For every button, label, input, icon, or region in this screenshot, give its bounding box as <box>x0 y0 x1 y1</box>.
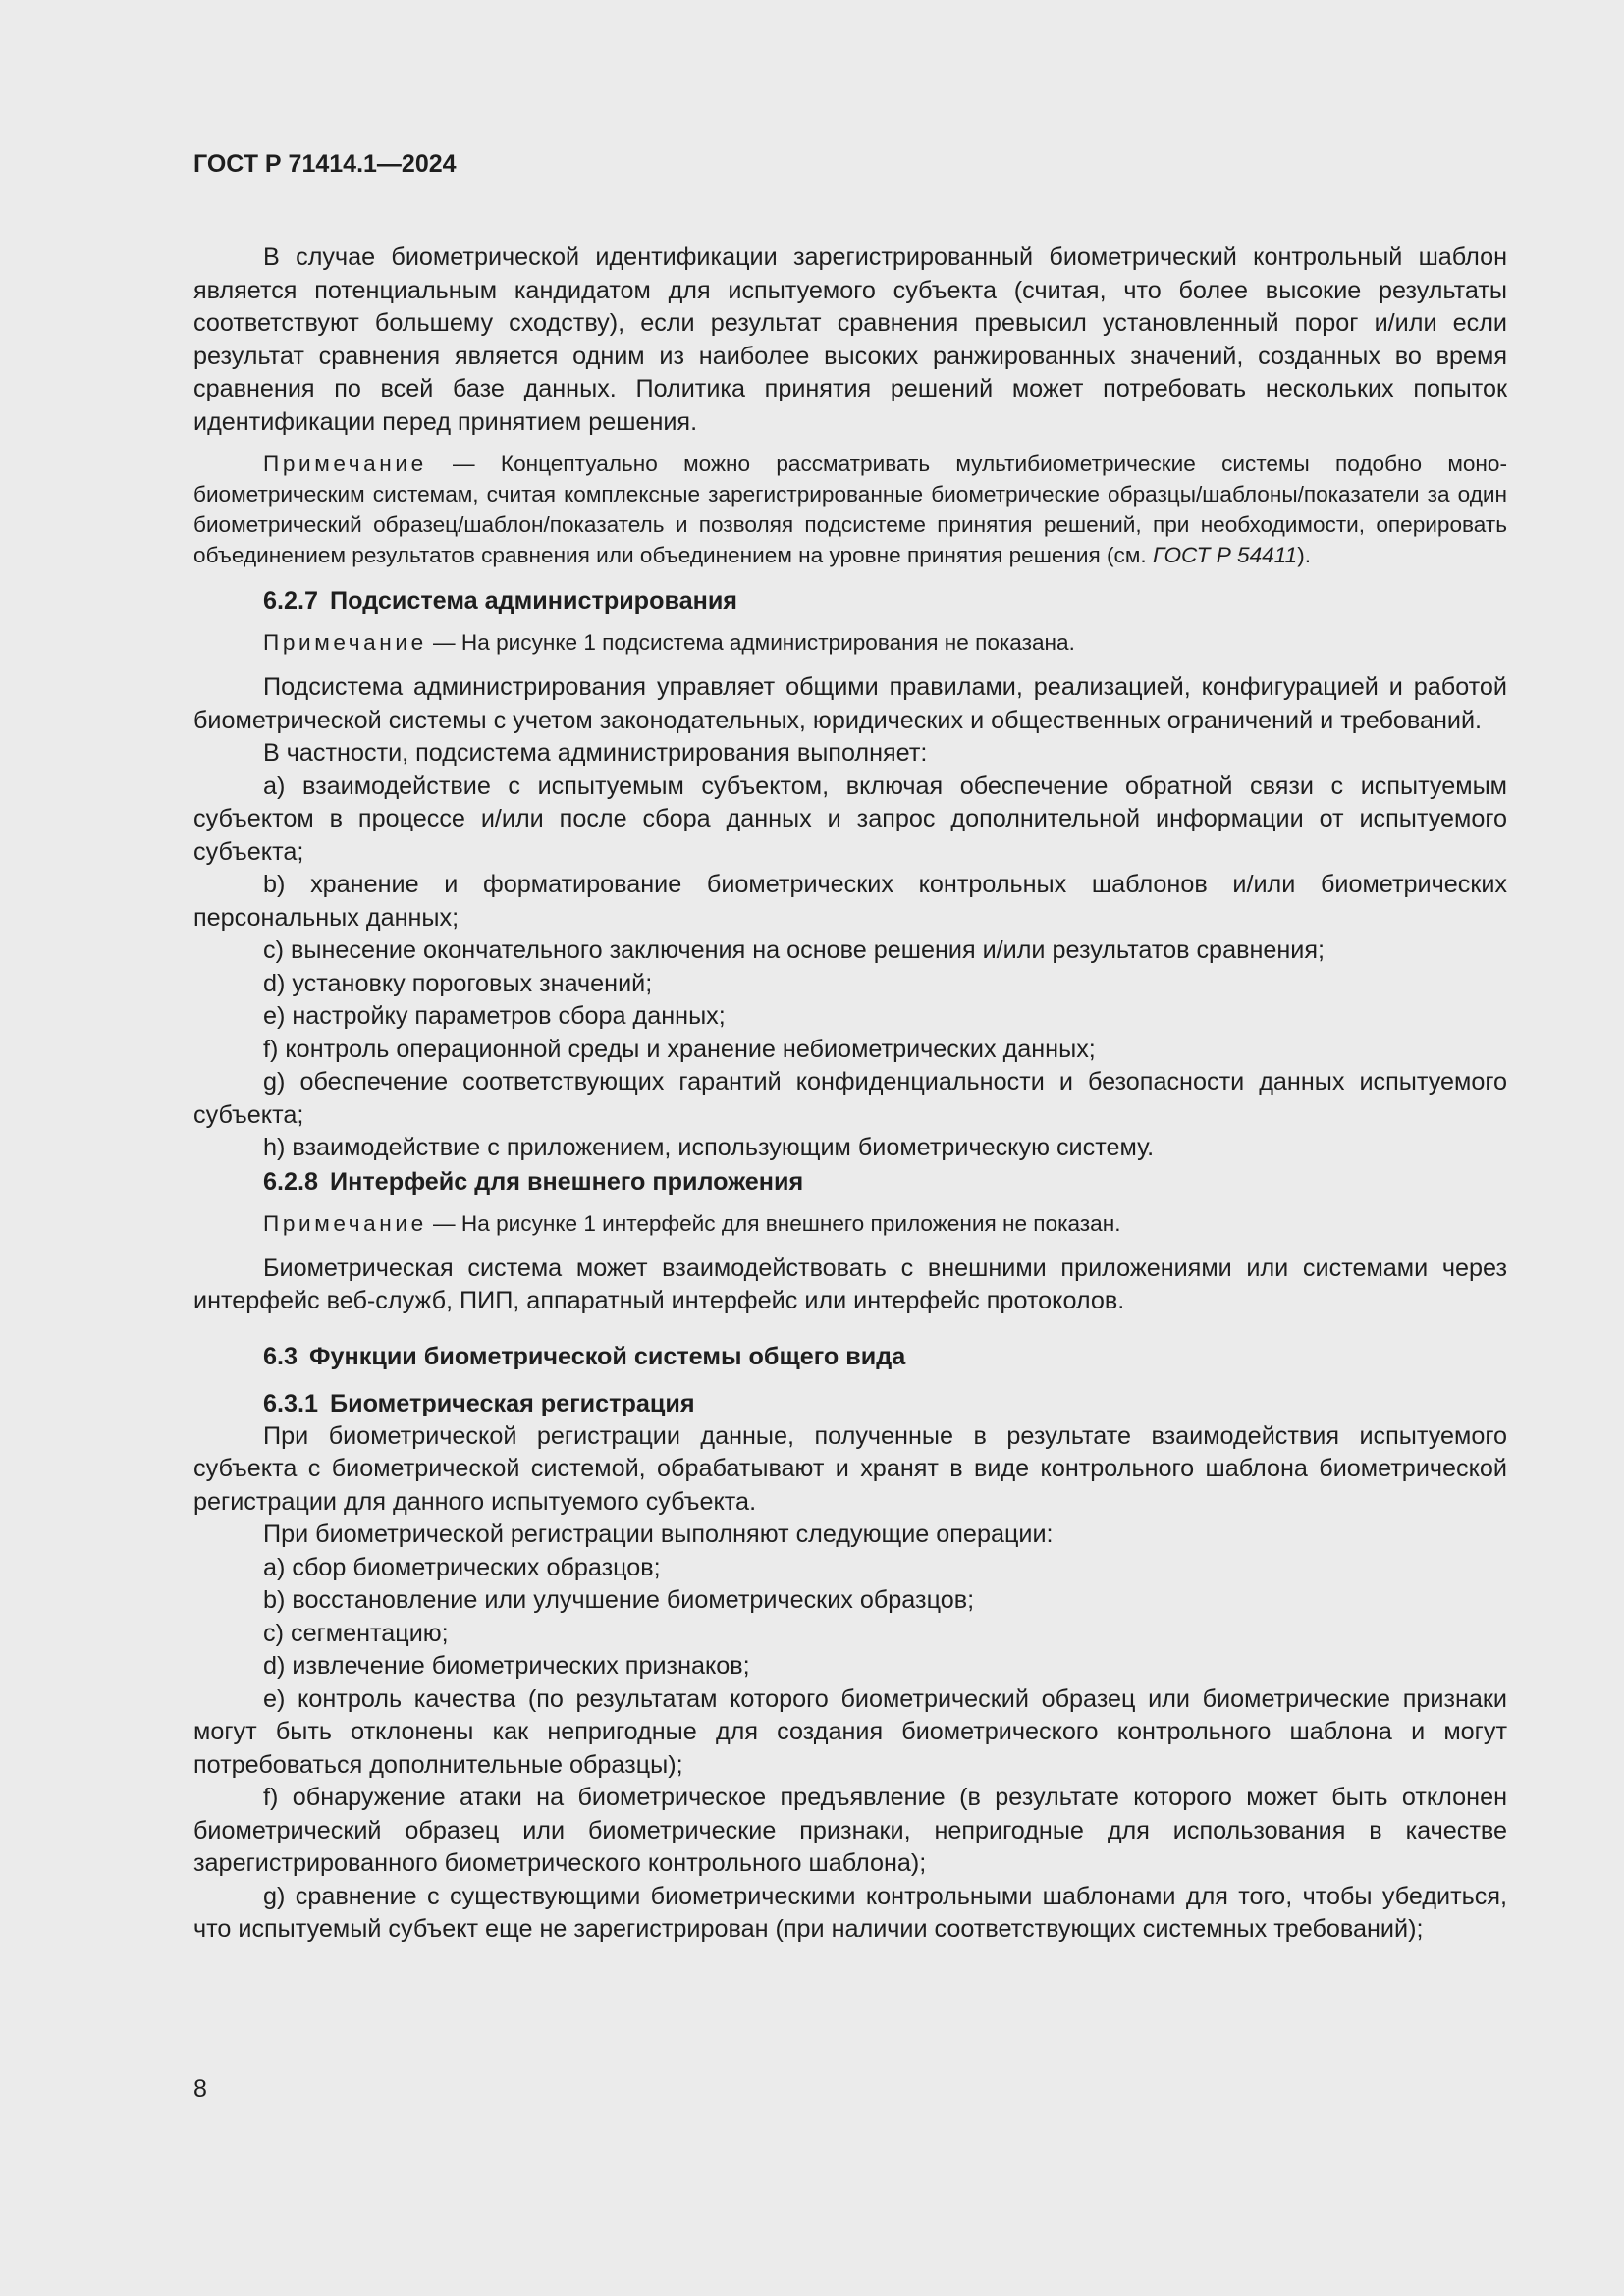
paragraph-external-interface: Биометрическая система может взаимодействовать с внешними приложениями или системами через интерфейс веб-служб, ПИП, аппаратный интерфейс или интерфейс протоколов. <box>193 1254 1507 1314</box>
note-text: — На рисунке 1 интерфейс для внешнего приложения не показан. <box>426 1210 1121 1236</box>
note-text: — На рисунке 1 подсистема администрирования не показана. <box>426 630 1075 655</box>
section-heading-6-3 <box>193 1340 1507 1373</box>
note-multibiometric <box>193 449 1507 570</box>
page-number: 8 <box>193 2075 207 2103</box>
note-label: Примечание <box>263 630 427 655</box>
document-header: ГОСТ Р 71414.1—2024 <box>193 150 457 178</box>
paragraph-enrollment-operations: При биометрической регистрации выполняют следующие операции: <box>263 1521 1054 1548</box>
section-title: Функции биометрической системы общего вида <box>309 1342 906 1370</box>
paragraph-enrollment: При биометрической регистрации данные, полученные в результате взаимодействия испытуемого субъекта с биометрической системой, обрабатывают и хранят в виде контрольного шаблона биометрической регистрации для данного испытуемого субъекта. <box>193 1421 1507 1516</box>
note-end: ). <box>1297 543 1312 567</box>
list-item: f) обнаружение атаки на биометрическое предъявление (в результате которого может быть отклонен биометрический образец или биометрические признаки, непригодные для использования в качестве зарегистрированного биометрического контрольного шаблона); <box>193 1784 1507 1877</box>
list-item: e) настройку параметров сбора данных; <box>263 1002 726 1030</box>
list-item: b) хранение и форматирование биометрических контрольных шаблонов и/или биометрических персональных данных; <box>193 871 1507 932</box>
list-item: b) восстановление или улучшение биометрических образцов; <box>263 1586 975 1614</box>
section-title: Интерфейс для внешнего приложения <box>330 1167 804 1196</box>
section-title: Подсистема администрирования <box>330 587 738 614</box>
note-label: Примечание <box>263 452 427 476</box>
list-item: d) извлечение биометрических признаков; <box>263 1652 750 1680</box>
list-item: c) сегментацию; <box>263 1619 449 1647</box>
list-item: g) обеспечение соответствующих гарантий конфиденциальности и безопасности данных испытуемого субъекта; <box>193 1068 1507 1129</box>
list-item: a) взаимодействие с испытуемым субъектом, включая обеспечение обратной связи с испытуемым субъектом в процессе и/или после сбора данных и запрос дополнительной информации от испытуемого субъекта; <box>193 772 1507 866</box>
section-heading-6-3-1 <box>193 1387 1507 1420</box>
list-item: a) сбор биометрических образцов; <box>263 1553 661 1581</box>
section-title: Биометрическая регистрация <box>330 1389 695 1417</box>
paragraph-admin-performs: В частности, подсистема администрирования выполняет: <box>263 739 928 767</box>
note-reference: ГОСТ Р 54411 <box>1152 543 1298 567</box>
section-heading-6-2-7 <box>193 584 1507 617</box>
list-item: g) сравнение с существующими биометрическими контрольными шаблонами для того, чтобы убедиться, что испытуемый субъект еще не зарегистрирован (при наличии соответствующих системных требований); <box>193 1882 1507 1943</box>
document-page <box>193 147 1507 1947</box>
section-number: 6.3 <box>263 1342 298 1370</box>
list-item: e) контроль качества (по результатам которого биометрический образец или биометрические признаки могут быть отклонены как непригодные для создания биометрического контрольного шаблона и могут потребоваться дополнительные образцы); <box>193 1684 1507 1779</box>
note-label: Примечание <box>263 1210 427 1236</box>
section-heading-6-2-8 <box>193 1165 1507 1199</box>
section-number: 6.3.1 <box>263 1389 319 1417</box>
list-item: f) контроль операционной среды и хранение небиометрических данных; <box>263 1035 1096 1063</box>
paragraph-identification: В случае биометрической идентификации зарегистрированный биометрический контрольный шаблон является потенциальным кандидатом для испытуемого субъекта (считая, что более высокие результаты соответствуют большему сходству), если результат сравнения превысил установленный порог и/или если результат сравнения является одним из наиболее высоких ранжированных значений, созданных во время сравнения по всей базе данных. Политика принятия решений может потребовать нескольких попыток идентификации перед принятием решения. <box>193 243 1507 436</box>
note-external-app <box>193 1208 1507 1239</box>
list-item: d) установку пороговых значений; <box>263 969 653 997</box>
section-number: 6.2.8 <box>263 1167 319 1196</box>
list-item: c) вынесение окончательного заключения на основе решения и/или результатов сравнения; <box>263 936 1325 964</box>
section-number: 6.2.7 <box>263 587 319 614</box>
note-admin <box>193 627 1507 658</box>
note-text: — Концептуально можно рассматривать мультибиометрические системы подобно монобиометрическим системам, считая комплексные зарегистрированные биометрические образцы/шаблоны/показатели за один биометрический образец/шаблон/показатель и позволяя подсистеме принятия решений, при необходимости, оперировать объединением результатов сравнения или объединением на уровне принятия решения (см. <box>193 452 1507 567</box>
list-item: h) взаимодействие с приложением, использующим биометрическую систему. <box>263 1134 1155 1161</box>
paragraph-admin-rules: Подсистема администрирования управляет общими правилами, реализацией, конфигурацией и работой биометрической системы с учетом законодательных, юридических и общественных ограничений и требований. <box>193 673 1507 734</box>
